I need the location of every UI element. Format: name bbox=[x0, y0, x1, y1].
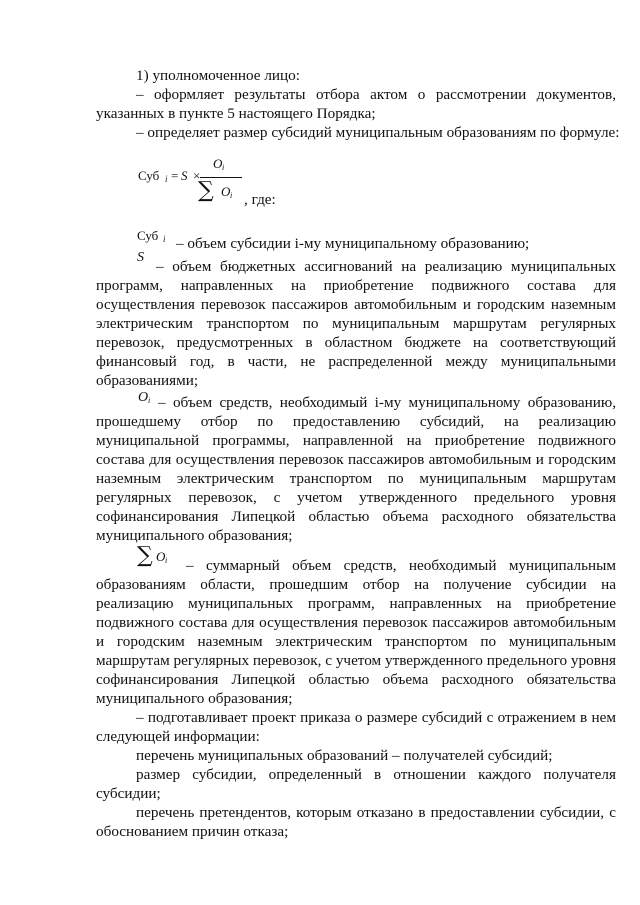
paragraph-line: программ, направленных на приобретение подвижного состава для bbox=[96, 277, 616, 294]
paragraph-line: маршрутам регулярных перевозок, с учетом утвержденного предельного уровня bbox=[96, 652, 616, 669]
def-sum-o: O bbox=[156, 549, 166, 564]
paragraph-line: наземным электрическим транспортом по муниципальным маршрутам bbox=[96, 470, 616, 487]
paragraph-line: – суммарный объем средств, необходимый муниципальным bbox=[186, 557, 616, 574]
def-o-symbol: O bbox=[138, 390, 149, 405]
paragraph-line: обоснованием причин отказа; bbox=[96, 823, 289, 840]
paragraph-line: муниципального образования; bbox=[96, 527, 293, 544]
formula-equals: = bbox=[171, 168, 179, 183]
paragraph-line: состава для осуществления перевозок пассажиров автомобильным и городским bbox=[96, 451, 616, 468]
paragraph-line: прошедшему отбор по предоставлению субсидий, на реализацию bbox=[96, 413, 616, 430]
paragraph-line: финансовый год, в части, не распределенной между муниципальными bbox=[96, 353, 616, 370]
formula-where: , где: bbox=[244, 191, 276, 208]
paragraph-line: подвижного состава для осуществления перевозок пассажиров автомобильным bbox=[96, 614, 616, 631]
def-s-symbol: S bbox=[137, 250, 144, 265]
formula-sigma: ∑ bbox=[198, 178, 214, 203]
paragraph-line: регулярных перевозок, с учетом утвержденного предельного уровня bbox=[96, 489, 616, 506]
paragraph-line: указанных в пункте 5 настоящего Порядка; bbox=[96, 105, 376, 122]
formula-sub-label: Суб bbox=[138, 168, 160, 183]
paragraph-line: – определяет размер субсидий муниципальным образованиям по формуле: bbox=[136, 124, 620, 141]
paragraph-line: электрическим транспортом по муниципальным маршрутам регулярных bbox=[96, 315, 616, 332]
formula-times: × bbox=[193, 168, 201, 183]
paragraph-line: образованиями; bbox=[96, 372, 199, 389]
paragraph-line: – оформляет результаты отбора актом о рассмотрении документов, bbox=[136, 86, 616, 103]
formula-denominator-index: i bbox=[230, 191, 233, 200]
paragraph-line: и городским наземным электрическим транспортом по муниципальным bbox=[96, 633, 616, 650]
paragraph-line: осуществления перевозок пассажиров автомобильным и городским наземным bbox=[96, 296, 616, 313]
paragraph-line: перечень претендентов, которым отказано в предоставлении субсидии, с bbox=[136, 804, 616, 821]
paragraph-line: софинансирования Липецкой областью объема расходного обязательства bbox=[96, 671, 616, 688]
formula-index: i bbox=[165, 174, 168, 184]
def-sum-index: i bbox=[165, 556, 168, 565]
paragraph-line: муниципального образования; bbox=[96, 690, 293, 707]
paragraph-line: субсидии; bbox=[96, 785, 161, 802]
paragraph-line: перевозок, предусмотренных в областном бюджете на соответствующий bbox=[96, 334, 616, 351]
paragraph-line: – объем субсидии i-му муниципальному образованию; bbox=[176, 235, 530, 252]
formula-denominator-o: O bbox=[221, 184, 231, 199]
formula-s: S bbox=[181, 168, 188, 183]
paragraph-line: – объем бюджетных ассигнований на реализацию муниципальных bbox=[156, 258, 616, 275]
paragraph-line: следующей информации: bbox=[96, 728, 260, 745]
paragraph-line: муниципальной программы, направленной на приобретение подвижного bbox=[96, 432, 616, 449]
formula-numerator-index: i bbox=[222, 163, 225, 172]
paragraph-line: перечень муниципальных образований – получателей субсидий; bbox=[136, 747, 553, 764]
paragraph-line: софинансирования Липецкой областью объема расходного обязательства bbox=[96, 508, 616, 525]
def-sub-index: i bbox=[163, 234, 166, 244]
paragraph-line: реализацию муниципальных программ, направленных на приобретение bbox=[96, 595, 616, 612]
formula-numerator-o: O bbox=[213, 156, 223, 171]
paragraph-line: 1) уполномоченное лицо: bbox=[136, 67, 300, 84]
def-sum-sigma: ∑ bbox=[137, 543, 153, 568]
paragraph-line: – объем средств, необходимый i-му муниципальному образованию, bbox=[158, 394, 616, 411]
def-sub-label: Суб bbox=[137, 228, 159, 243]
def-o-index: i bbox=[148, 396, 151, 405]
paragraph-line: размер субсидии, определенный в отношении каждого получателя bbox=[136, 766, 616, 783]
paragraph-line: – подготавливает проект приказа о размере субсидий с отражением в нем bbox=[136, 709, 616, 726]
paragraph-line: образованиям области, прошедшим отбор на получение субсидии на bbox=[96, 576, 616, 593]
